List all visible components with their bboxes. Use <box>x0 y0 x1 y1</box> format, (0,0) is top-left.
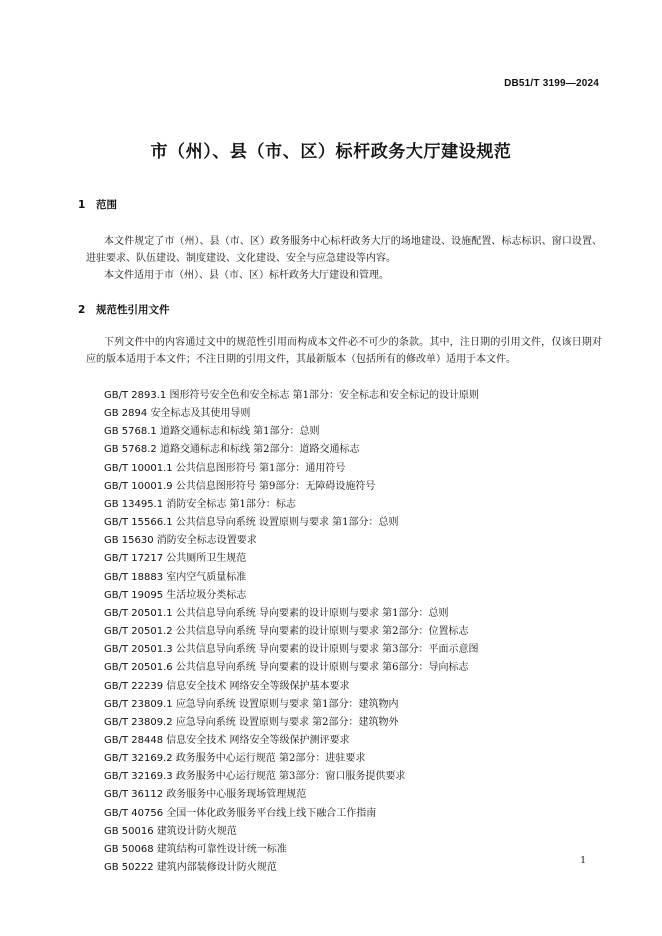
reference-title: 公共信息图形符号 第1部分：通用符号 <box>175 462 346 474</box>
reference-item <box>104 478 479 496</box>
reference-item <box>104 823 479 841</box>
reference-item <box>104 605 479 623</box>
reference-item <box>104 514 479 532</box>
reference-item <box>104 678 479 696</box>
reference-code: GB/T 22239 <box>104 680 164 692</box>
reference-code: GB/T 20501.1 <box>104 607 173 619</box>
reference-item <box>104 569 479 587</box>
reference-title: 信息安全技术 网络安全等级保护测评要求 <box>166 734 350 746</box>
reference-code: GB/T 32169.3 <box>104 771 173 783</box>
reference-title: 政务服务中心服务现场管理规范 <box>166 789 307 801</box>
reference-code: GB/T 17217 <box>104 553 164 565</box>
reference-title: 公共信息图形符号 第9部分：无障碍设施符号 <box>175 480 376 492</box>
reference-code: GB 50016 <box>104 825 154 837</box>
reference-title: 道路交通标志和标线 第2部分：道路交通标志 <box>159 444 360 456</box>
reference-item <box>104 387 479 405</box>
reference-title: 安全标志及其使用导则 <box>150 408 251 420</box>
reference-code: GB/T 36112 <box>104 789 164 801</box>
section-title: 规范性引用文件 <box>96 304 170 316</box>
reference-code: GB 5768.1 <box>104 426 157 438</box>
reference-code: GB/T 10001.9 <box>104 480 173 492</box>
reference-title: 公共信息导向系统 导向要素的设计原则与要求 第6部分：导向标志 <box>175 662 469 674</box>
reference-item <box>104 786 479 804</box>
reference-title: 图形符号安全色和安全标志 第1部分：安全标志和安全标记的设计原则 <box>169 390 479 401</box>
reference-item <box>104 587 479 605</box>
reference-title: 公共信息导向系统 导向要素的设计原则与要求 第2部分：位置标志 <box>175 626 469 638</box>
reference-item <box>104 423 479 441</box>
reference-title: 建筑内部装修设计防火规范 <box>156 862 277 874</box>
reference-item <box>104 732 479 750</box>
reference-title: 政务服务中心运行规范 第2部分：进驻要求 <box>175 753 366 765</box>
reference-code: GB/T 23809.1 <box>104 698 173 710</box>
reference-title: 公共信息导向系统 导向要素的设计原则与要求 第1部分：总则 <box>175 607 449 619</box>
reference-code: GB/T 32169.2 <box>104 753 173 765</box>
reference-item <box>104 750 479 768</box>
section-number: 2 <box>78 304 86 316</box>
reference-title: 全国一体化政务服务平台线上线下融合工作指南 <box>166 807 377 819</box>
reference-item <box>104 496 479 514</box>
reference-code: GB 13495.1 <box>104 498 164 510</box>
reference-item <box>104 441 479 459</box>
reference-title: 室内空气质量标准 <box>166 571 247 583</box>
reference-code: GB/T 40756 <box>104 807 164 819</box>
reference-item <box>104 841 479 859</box>
reference-code: GB/T 23809.2 <box>104 716 173 728</box>
reference-item <box>104 623 479 641</box>
reference-item <box>104 696 479 714</box>
document-title: 市（州）、县（市、区）标杆政务大厅建设规范 <box>150 142 512 162</box>
reference-item <box>104 659 479 677</box>
reference-title: 应急导向系统 设置原则与要求 第1部分：建筑物内 <box>175 698 399 710</box>
reference-code: GB 50222 <box>104 862 154 874</box>
section-number: 1 <box>78 199 86 211</box>
reference-code: GB 50068 <box>104 843 154 855</box>
reference-list <box>104 387 479 877</box>
reference-title: 政务服务中心运行规范 第3部分：窗口服务提供要求 <box>175 771 406 783</box>
reference-code: GB/T 15566.1 <box>104 517 173 529</box>
scope-paragraph-2: 本文件适用于市（州）、县（市、区）标杆政务大厅建设和管理。 <box>104 270 389 281</box>
page-number: 1 <box>580 856 586 866</box>
standard-code: DB51/T 3199—2024 <box>504 78 599 89</box>
section-heading-scope <box>78 197 117 212</box>
reference-code: GB/T 20501.2 <box>104 626 173 638</box>
section-heading-references <box>78 302 170 317</box>
reference-code: GB/T 28448 <box>104 734 164 746</box>
reference-item <box>104 532 479 550</box>
reference-code: GB 5768.2 <box>104 444 157 456</box>
reference-title: 公共信息导向系统 导向要素的设计原则与要求 第3部分：平面示意图 <box>175 644 479 656</box>
reference-item <box>104 405 479 423</box>
reference-code: GB 15630 <box>104 535 154 547</box>
reference-item <box>104 460 479 478</box>
section-title: 范围 <box>96 199 117 211</box>
reference-title: 公共厕所卫生规范 <box>166 553 247 565</box>
reference-code: GB/T 20501.3 <box>104 644 173 656</box>
reference-code: GB/T 20501.6 <box>104 662 173 674</box>
reference-item <box>104 641 479 659</box>
reference-item <box>104 768 479 786</box>
reference-item <box>104 550 479 568</box>
reference-code: GB/T 10001.1 <box>104 462 173 474</box>
reference-title: 公共信息导向系统 设置原则与要求 第1部分：总则 <box>175 517 399 529</box>
reference-title: 道路交通标志和标线 第1部分：总则 <box>159 426 320 438</box>
reference-code: GB 2894 <box>104 408 148 420</box>
reference-item <box>104 859 479 877</box>
reference-code: GB/T 2893.1 <box>104 390 167 401</box>
scope-paragraph-1: 本文件规定了市（州）、县（市、区）政务服务中心标杆政务大厅的场地建设、设施配置、标志标识、窗口设置、进驻要求、队伍建设、制度建设、文化建设、安全与应急建设等内容。 <box>86 236 602 264</box>
reference-title: 生活垃圾分类标志 <box>166 589 247 601</box>
reference-title: 建筑设计防火规范 <box>156 825 237 837</box>
reference-title: 建筑结构可靠性设计统一标准 <box>156 843 287 855</box>
reference-item <box>104 805 479 823</box>
references-intro-paragraph: 下列文件中的内容通过文中的规范性引用而构成本文件必不可少的条款。其中，注日期的引用文件，仅该日期对应的版本适用于本文件；不注日期的引用文件，其最新版本（包括所有的修改单）适用于本文件。 <box>86 337 602 365</box>
reference-title: 应急导向系统 设置原则与要求 第2部分：建筑物外 <box>175 716 399 728</box>
reference-item <box>104 714 479 732</box>
reference-code: GB/T 18883 <box>104 571 164 583</box>
reference-title: 信息安全技术 网络安全等级保护基本要求 <box>166 680 350 692</box>
reference-title: 消防安全标志 第1部分：标志 <box>166 498 296 510</box>
reference-code: GB/T 19095 <box>104 589 164 601</box>
reference-title: 消防安全标志设置要求 <box>156 535 257 547</box>
